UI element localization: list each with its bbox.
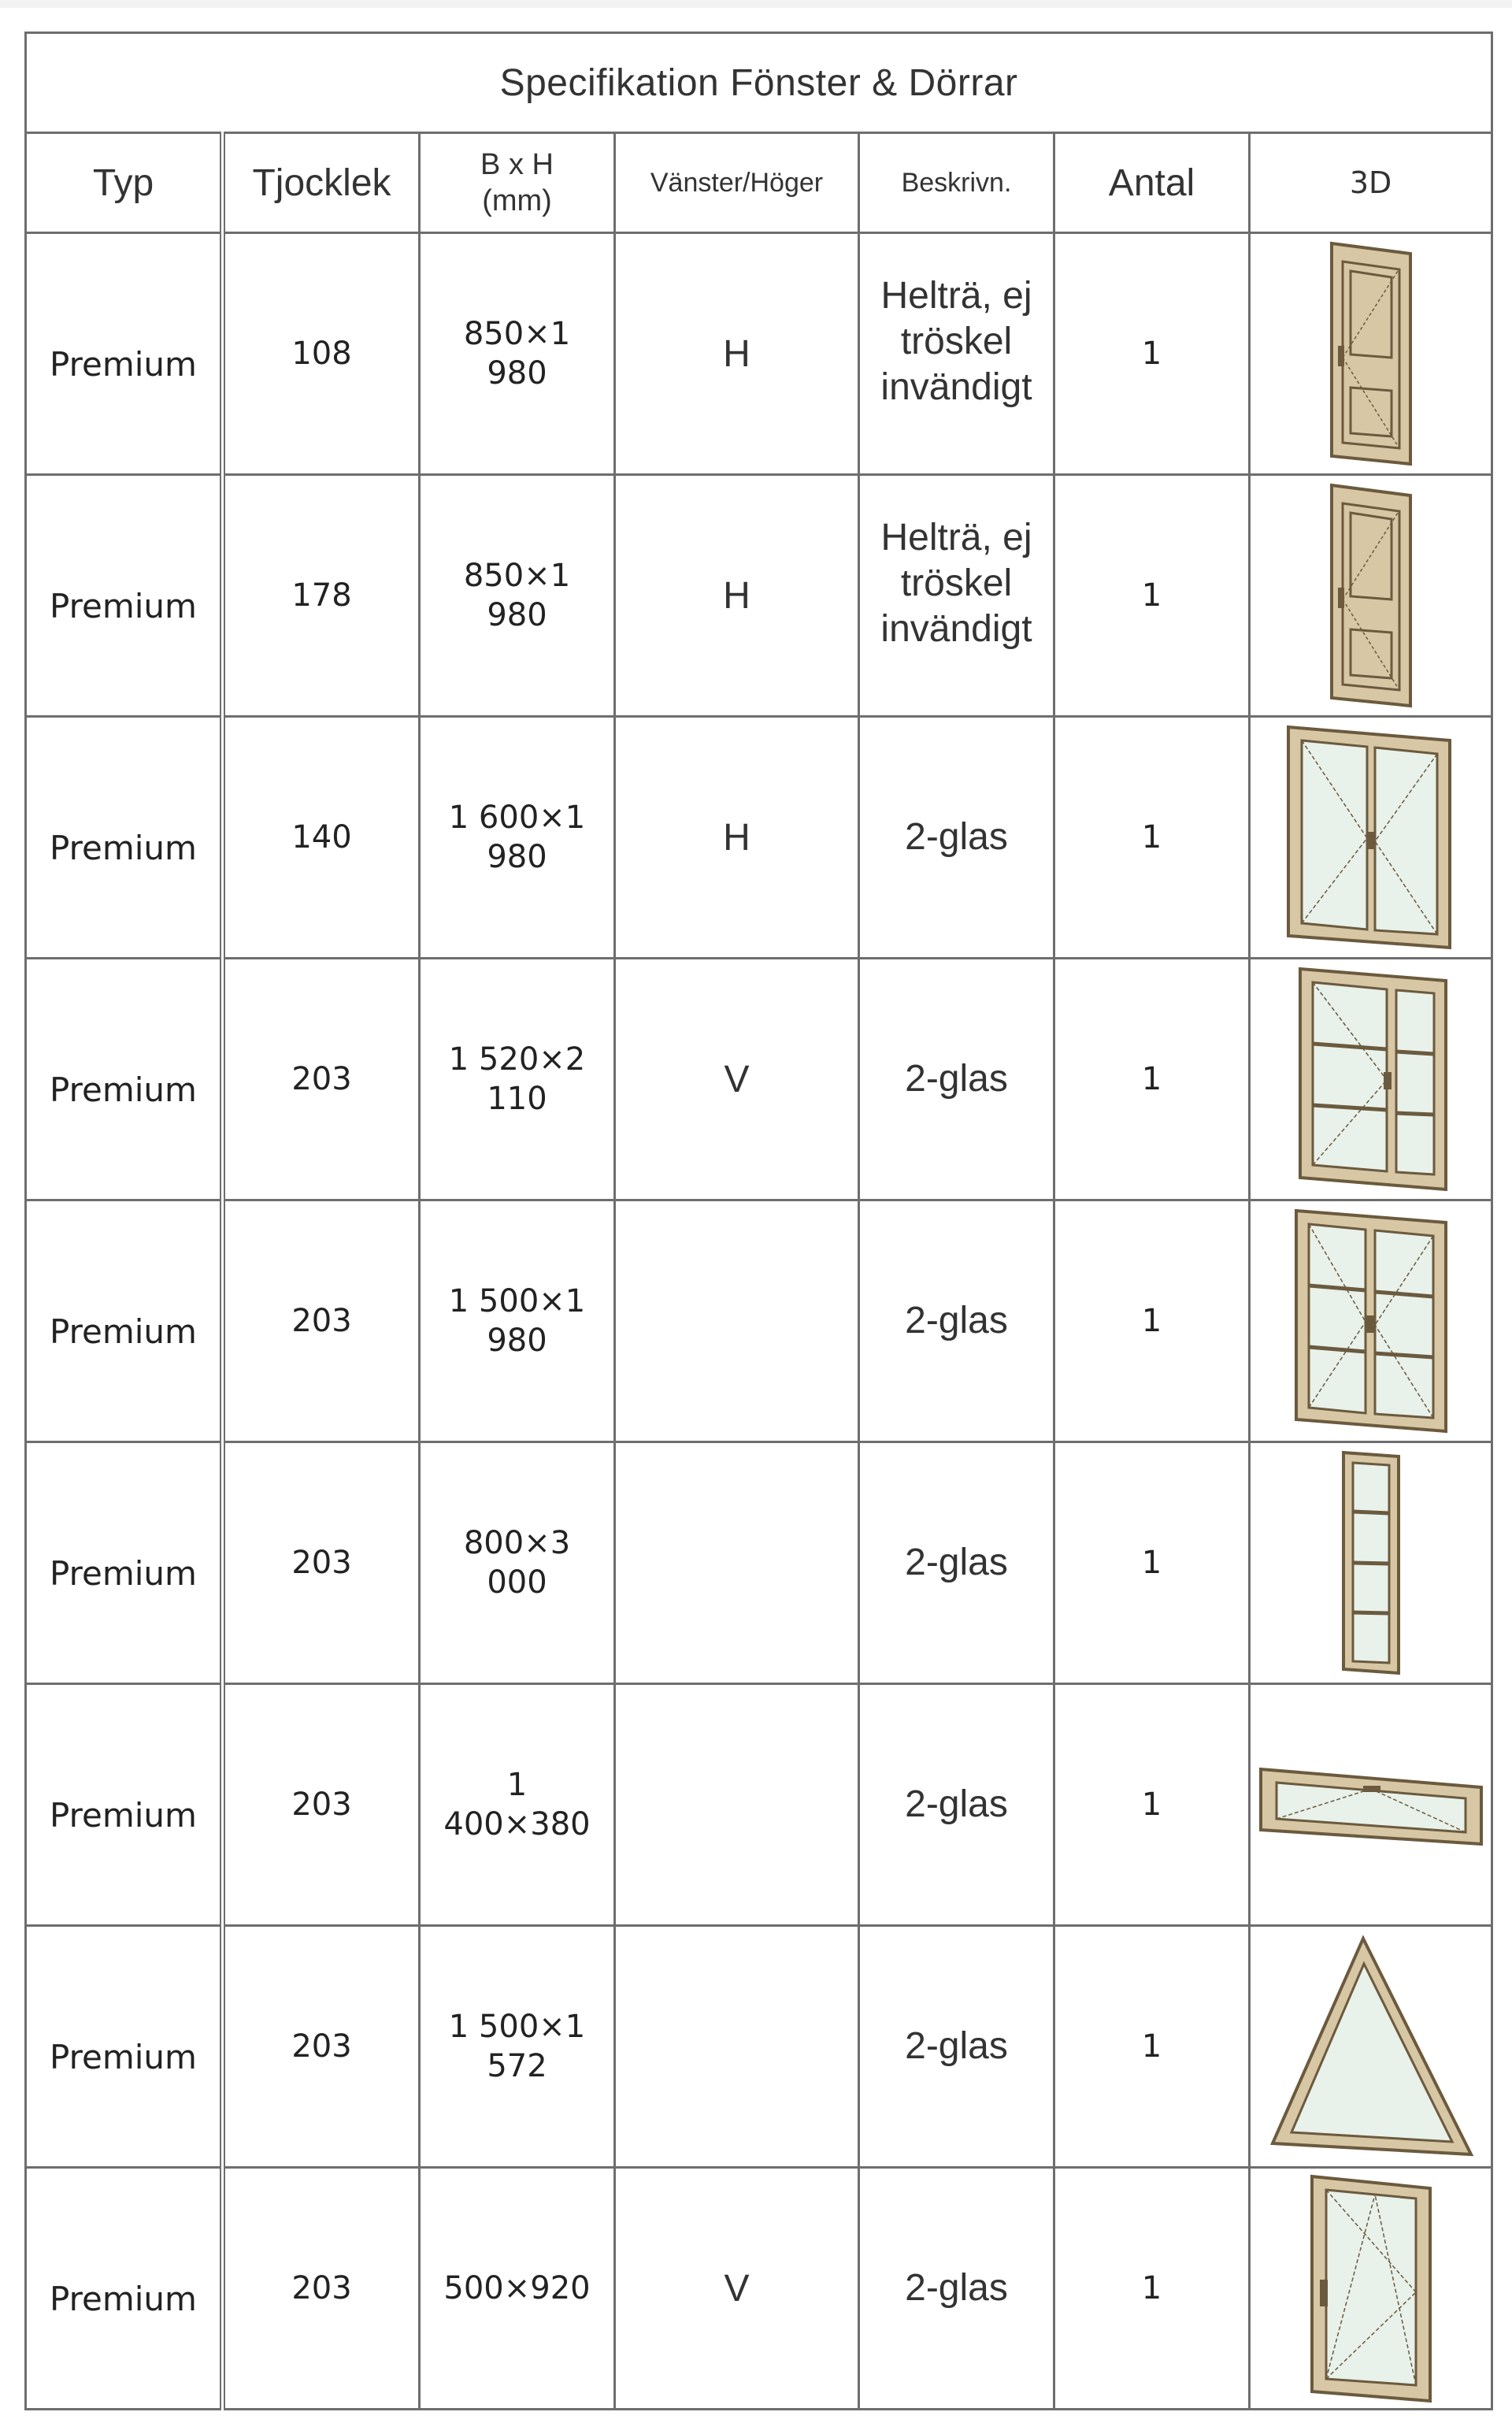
- header-bxh-line2: (mm): [482, 184, 552, 217]
- cell-beskrivning-text: Helträ, ej tröskel invändigt: [880, 275, 1032, 408]
- cell-bxh: [420, 1200, 615, 1442]
- cell-3d: [1250, 1200, 1492, 1442]
- cell-typ-text: Premium: [50, 1070, 197, 1109]
- cell-vanster-hoger: [615, 2168, 859, 2410]
- cell-typ: [26, 1200, 223, 1442]
- cell-vh-text: H: [723, 816, 750, 859]
- cell-beskrivning-text: 2-glas: [905, 1058, 1008, 1100]
- cell-antal: 1: [1054, 959, 1250, 1200]
- cell-typ: [26, 1926, 223, 2168]
- cell-vanster-hoger: [615, 475, 859, 717]
- cell-bxh: [420, 1442, 615, 1684]
- cell-beskrivning-text: 2-glas: [905, 1300, 1008, 1341]
- cell-antal: 1: [1054, 717, 1250, 959]
- header-beskrivning: Beskrivn.: [859, 133, 1054, 233]
- transom-window-icon: [1251, 1757, 1491, 1852]
- cell-antal: 1: [1054, 1684, 1250, 1926]
- cell-bxh-text: 850×1 980: [463, 316, 571, 391]
- cell-beskrivning: [859, 233, 1054, 475]
- cell-beskrivning: [859, 717, 1054, 959]
- cell-beskrivning-text: 2-glas: [905, 2025, 1008, 2067]
- table-title: Specifikation Fönster & Dörrar: [26, 33, 1492, 133]
- cell-bxh: [420, 959, 615, 1200]
- cell-tjocklek: 108: [223, 233, 420, 475]
- cell-typ-text: Premium: [50, 1795, 197, 1835]
- cell-beskrivning: [859, 1200, 1054, 1442]
- cell-beskrivning-text: 2-glas: [905, 1542, 1008, 1583]
- cell-vanster-hoger: [615, 233, 859, 475]
- cell-tjocklek: 203: [223, 2168, 420, 2410]
- cell-bxh-text: 850×1 980: [463, 558, 571, 633]
- cell-typ-text: Premium: [50, 586, 197, 625]
- cell-bxh-text: 500×920: [443, 2270, 591, 2306]
- cell-typ: [26, 233, 223, 475]
- cell-typ-text: Premium: [50, 1312, 197, 1351]
- cell-antal: 1: [1054, 233, 1250, 475]
- cell-3d: [1250, 475, 1492, 717]
- cell-bxh: [420, 717, 615, 959]
- table-row-7: [26, 1684, 1492, 1926]
- table-row-3: [26, 717, 1492, 959]
- cell-3d: [1250, 233, 1492, 475]
- header-tjocklek: Tjocklek: [223, 133, 420, 233]
- cell-typ-text: Premium: [50, 828, 197, 867]
- cell-beskrivning: [859, 1442, 1054, 1684]
- triangle-window-icon: [1251, 1932, 1491, 2161]
- cell-antal: 1: [1054, 1442, 1250, 1684]
- header-antal: Antal: [1054, 133, 1250, 233]
- cell-3d: [1250, 717, 1492, 959]
- tilt-turn-window-icon: [1251, 2173, 1491, 2405]
- cell-tjocklek: 203: [223, 959, 420, 1200]
- table-row-5: [26, 1200, 1492, 1442]
- cell-typ-text: Premium: [50, 2279, 197, 2318]
- cell-vanster-hoger: [615, 1442, 859, 1684]
- cell-vh-text: H: [723, 574, 750, 617]
- cell-vanster-hoger: [615, 1684, 859, 1926]
- cell-bxh-text: 1 500×1 572: [448, 2009, 586, 2084]
- cell-vanster-hoger: [615, 1200, 859, 1442]
- cell-typ: [26, 717, 223, 959]
- specification-table: [24, 32, 1493, 2410]
- cell-3d: [1250, 2168, 1492, 2410]
- cell-3d: [1250, 959, 1492, 1200]
- cell-bxh: [420, 2168, 615, 2410]
- door-panel-icon: [1251, 239, 1491, 468]
- cell-vh-text: V: [724, 2267, 750, 2310]
- cell-beskrivning-text: 2-glas: [905, 1783, 1008, 1825]
- cell-bxh: [420, 1926, 615, 2168]
- cell-tjocklek: 203: [223, 1926, 420, 2168]
- cell-bxh: [420, 233, 615, 475]
- cell-vh-text: H: [723, 332, 750, 375]
- cell-beskrivning-text: 2-glas: [905, 2267, 1008, 2309]
- cell-vanster-hoger: [615, 1926, 859, 2168]
- double-mullioned-window-icon: [1251, 1207, 1491, 1435]
- cell-beskrivning: [859, 1684, 1054, 1926]
- cell-bxh-text: 1 500×1 980: [448, 1283, 586, 1359]
- mullioned-window-icon: [1251, 965, 1491, 1193]
- cell-antal: 1: [1054, 1926, 1250, 2168]
- cell-antal: 1: [1054, 2168, 1250, 2410]
- header-typ: Typ: [26, 133, 223, 233]
- cell-beskrivning: [859, 959, 1054, 1200]
- cell-typ-text: Premium: [50, 1553, 197, 1593]
- cell-beskrivning: [859, 1926, 1054, 2168]
- header-row: [26, 133, 1492, 233]
- table-row-2: [26, 475, 1492, 717]
- cell-beskrivning: [859, 2168, 1054, 2410]
- narrow-window-icon: [1251, 1449, 1491, 1677]
- page-top-band: [0, 0, 1512, 8]
- cell-vanster-hoger: [615, 959, 859, 1200]
- cell-tjocklek: 203: [223, 1442, 420, 1684]
- cell-beskrivning-text: Helträ, ej tröskel invändigt: [880, 517, 1032, 650]
- double-glass-door-icon: [1251, 723, 1491, 952]
- cell-3d: [1250, 1442, 1492, 1684]
- cell-typ: [26, 1684, 223, 1926]
- door-panel-icon: [1251, 481, 1491, 710]
- table-row-6: [26, 1442, 1492, 1684]
- cell-tjocklek: 203: [223, 1684, 420, 1926]
- cell-antal: 1: [1054, 1200, 1250, 1442]
- header-vanster-hoger: Vänster/Höger: [615, 133, 859, 233]
- cell-bxh-text: 1 600×1 980: [448, 800, 586, 875]
- table-row-8: [26, 1926, 1492, 2168]
- cell-bxh-text: 1 400×380: [443, 1767, 591, 1842]
- cell-vh-text: V: [724, 1058, 750, 1100]
- table-row-1: [26, 233, 1492, 475]
- cell-tjocklek: 178: [223, 475, 420, 717]
- cell-bxh: [420, 475, 615, 717]
- cell-bxh-text: 1 520×2 110: [448, 1041, 586, 1117]
- cell-beskrivning-text: 2-glas: [905, 816, 1008, 858]
- cell-3d: [1250, 1684, 1492, 1926]
- cell-beskrivning: [859, 475, 1054, 717]
- header-bxh: [420, 133, 615, 233]
- table-row-4: [26, 959, 1492, 1200]
- cell-bxh: [420, 1684, 615, 1926]
- cell-3d: [1250, 1926, 1492, 2168]
- cell-typ-text: Premium: [50, 344, 197, 384]
- cell-typ: [26, 959, 223, 1200]
- header-bxh-line1: B x H: [480, 148, 554, 181]
- cell-tjocklek: 140: [223, 717, 420, 959]
- table-row-9: [26, 2168, 1492, 2410]
- cell-antal: 1: [1054, 475, 1250, 717]
- cell-typ: [26, 1442, 223, 1684]
- cell-typ-text: Premium: [50, 2037, 197, 2076]
- cell-bxh-text: 800×3 000: [463, 1525, 571, 1601]
- cell-typ: [26, 2168, 223, 2410]
- header-3d: 3D: [1250, 133, 1492, 233]
- cell-tjocklek: 203: [223, 1200, 420, 1442]
- cell-vanster-hoger: [615, 717, 859, 959]
- cell-typ: [26, 475, 223, 717]
